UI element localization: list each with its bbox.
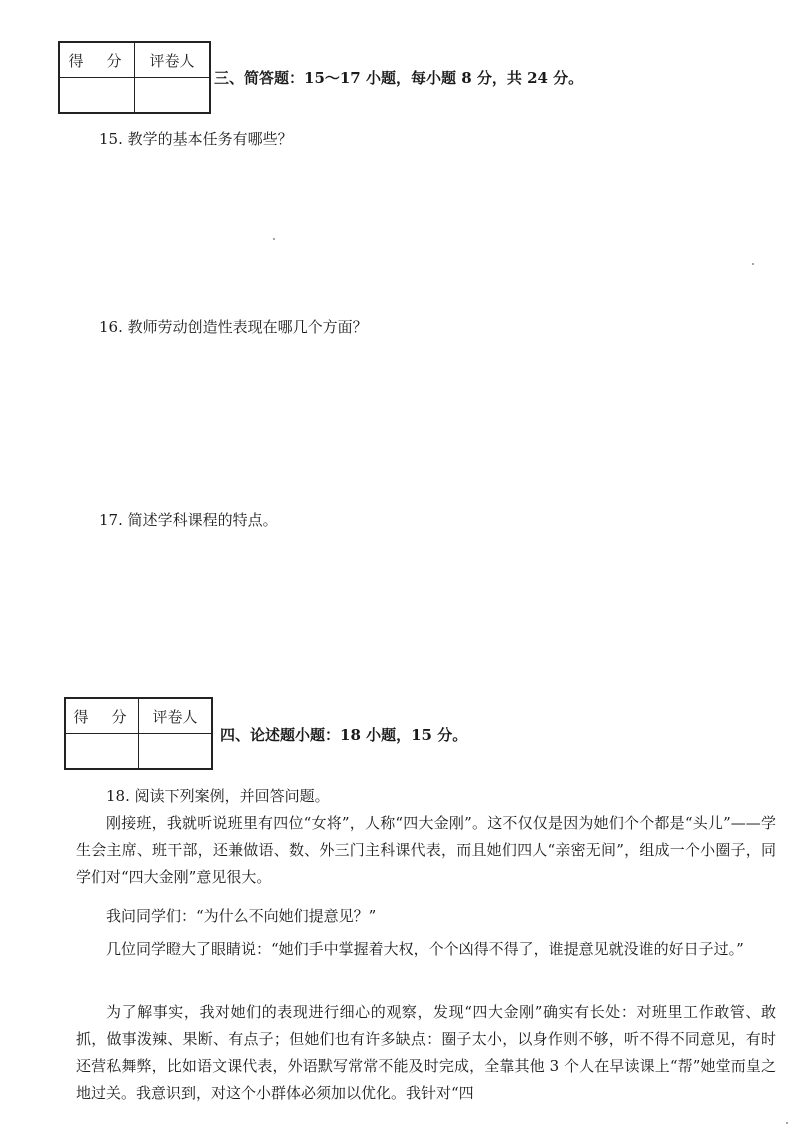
score-entry-cell[interactable]: [65, 734, 139, 770]
case-paragraph-3: 几位同学瞪大了眼睛说：“她们手中掌握着大权，个个凶得不得了，谁提意见就没谁的好日子过。”: [106, 940, 744, 958]
score-label: 得 分: [65, 698, 139, 734]
question-18: 18. 阅读下列案例，并回答问题。: [106, 787, 330, 805]
question-17: 17. 简述学科课程的特点。: [99, 511, 278, 529]
question-15: 15. 教学的基本任务有哪些？: [99, 130, 293, 148]
score-entry-cell[interactable]: [59, 78, 135, 114]
scan-speck: [273, 238, 275, 240]
score-label: 得 分: [59, 42, 135, 78]
case-paragraph-2: 我问同学们：“为什么不向她们提意见？”: [106, 907, 377, 925]
score-table-section4: [64, 697, 213, 770]
grader-entry-cell[interactable]: [139, 734, 213, 770]
scan-speck: [752, 263, 754, 265]
case-paragraph-1: 刚接班，我就听说班里有四位“女将”，人称“四大金刚”。这不仅仅是因为她们个个都是“头儿”——学生会主席、班干部，还兼做语、数、外三门主科课代表，而且她们四人“亲密无间”，组成一个小圈子，同学们对“四大金刚”意见很大。: [76, 814, 776, 886]
grader-entry-cell[interactable]: [135, 78, 211, 114]
section-title-short-answer: 三、简答题：15～17 小题，每小题 8 分，共 24 分。: [214, 69, 584, 87]
section-title-essay: 四、论述题小题：18 小题，15 分。: [220, 726, 468, 744]
case-paragraph-4: 为了解事实，我对她们的表现进行细心的观察，发现“四大金刚”确实有长处：对班里工作敢管、敢抓，做事泼辣、果断、有点子；但她们也有许多缺点：圈子太小，以身作则不够，听不得不同意见，有时还营私舞弊，比如语文课代表，外语默写常常不能及时完成，全靠其他 3 个人在早读课上“帮”她堂而皇之地过关。我意识到，对这个小群体必须加以优化。我针对“四: [76, 1003, 776, 1102]
scan-speck: [786, 1122, 788, 1124]
question-16: 16. 教师劳动创造性表现在哪几个方面？: [99, 318, 368, 336]
score-table-section3: [58, 41, 211, 114]
grader-label: 评卷人: [135, 42, 211, 78]
grader-label: 评卷人: [139, 698, 213, 734]
